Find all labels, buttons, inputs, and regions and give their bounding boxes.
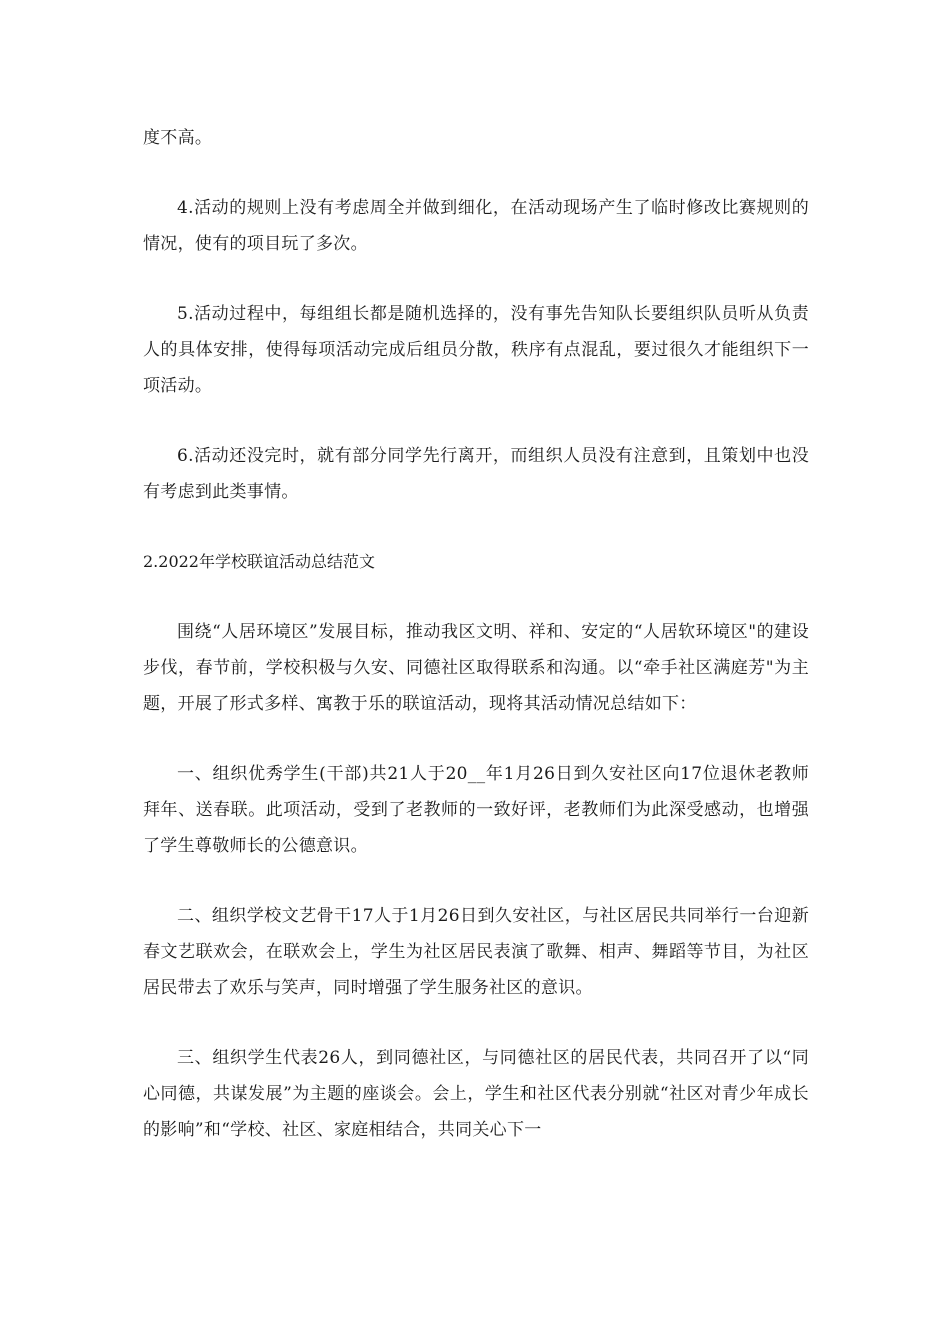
section-heading: 2.2022年学校联谊活动总结范文 [143,552,375,571]
paragraph-item-4: 4.活动的规则上没有考虑周全并做到细化，在活动现场产生了临时修改比赛规则的情况，使有的项目玩了多次。 [143,198,809,254]
paragraph-section-2: 二、组织学校文艺骨干17人于1月26日到久安社区，与社区居民共同举行一台迎新春文艺联欢会，在联欢会上，学生为社区居民表演了歌舞、相声、舞蹈等节目，为社区居民带去了欢乐与笑声，同时增强了学生服务社区的意识。 [143,906,809,998]
paragraph-section-3: 三、组织学生代表26人，到同德社区，与同德社区的居民代表，共同召开了以“同心同德，共谋发展”为主题的座谈会。会上，学生和社区代表分别就“社区对青少年成长的影响”和“学校、社区、家庭相结合，共同关心下一 [143,1048,809,1140]
paragraph-section-1: 一、组织优秀学生(干部)共21人于20__年1月26日到久安社区向17位退休老教师拜年、送春联。此项活动，受到了老教师的一致好评，老教师们为此深受感动，也增强了学生尊敬师长的公德意识。 [143,764,809,856]
paragraph-intro: 围绕“人居环境区”发展目标，推动我区文明、祥和、安定的“人居软环境区"的建设步伐，春节前，学校积极与久安、同德社区取得联系和沟通。以“牵手社区满庭芳"为主题，开展了形式多样、寓教于乐的联谊活动，现将其活动情况总结如下： [143,622,809,714]
paragraph-item-6: 6.活动还没完时，就有部分同学先行离开，而组织人员没有注意到，且策划中也没有考虑到此类事情。 [143,446,809,502]
paragraph-item-5: 5.活动过程中，每组组长都是随机选择的，没有事先告知队长要组织队员听从负责人的具体安排，使得每项活动完成后组员分散，秩序有点混乱，要过很久才能组织下一项活动。 [143,304,809,396]
paragraph-continuation: 度不高。 [143,128,213,148]
document-body [143,120,809,1182]
